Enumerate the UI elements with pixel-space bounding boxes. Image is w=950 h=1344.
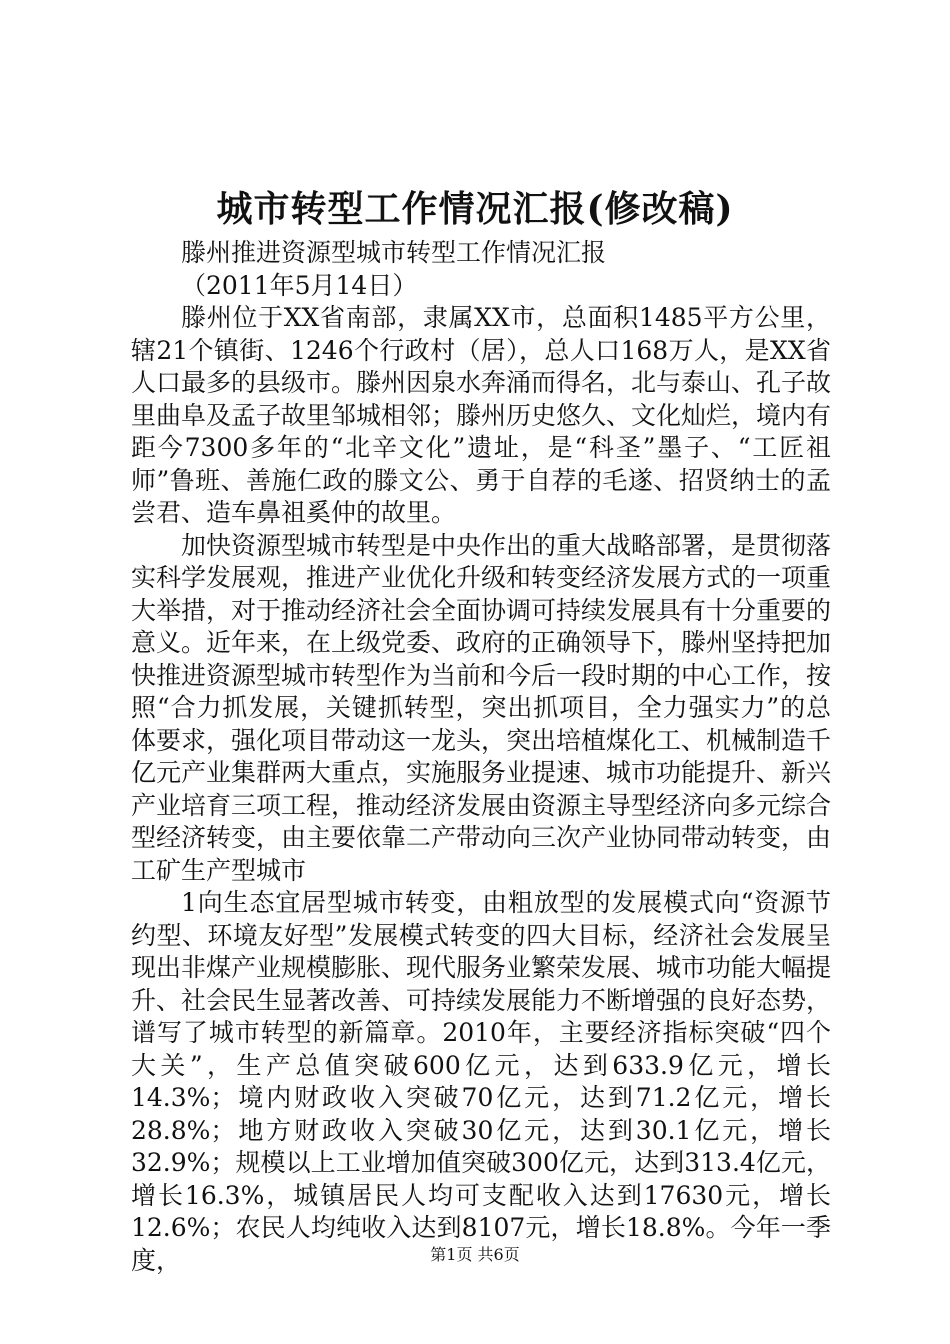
document-body [131,237,831,1277]
document-title: 城市转型工作情况汇报(修改稿) [216,188,734,230]
document-date: （2011年5月14日） [181,270,418,300]
page-footer: 第1页 共6页 [430,1245,520,1264]
paragraph: 1向生态宜居型城市转变，由粗放型的发展模式向“资源节约型、环境友好型”发展模式转变的四大目标，经济社会发展呈现出非煤产业规模膨胀、现代服务业繁荣发展、城市功能大幅提升、社会民生显著改善、可持续发展能力不断增强的良好态势，谱写了城市转型的新篇章。2010年，主要经济指标突破“四个大关”，生产总值突破600亿元，达到633.9亿元，增长14.3%；境内财政收入突破70亿元，达到71.2亿元，增长28.8%；地方财政收入突破30亿元，达到30.1亿元，增长32.9%；规模以上工业增加值突破300亿元，达到313.4亿元，增长16.3%，城镇居民人均可支配收入达到17630元，增长12.6%；农民人均纯收入达到8107元，增长18.8%。今年一季度， [131,888,832,1275]
paragraph: 加快资源型城市转型是中央作出的重大战略部署，是贯彻落实科学发展观，推进产业优化升级和转变经济发展方式的一项重大举措，对于推动经济社会全面协调可持续发展具有十分重要的意义。近年来，在上级党委、政府的正确领导下，滕州坚持把加快推进资源型城市转型作为当前和今后一段时期的中心工作，按照“合力抓发展，关键抓转型，突出抓项目，全力强实力”的总体要求，强化项目带动这一龙头，突出培植煤化工、机械制造千亿元产业集群两大重点，实施服务业提速、城市功能提升、新兴产业培育三项工程，推动经济发展由资源主导型经济向多元综合型经济转变，由主要依靠二产带动向三次产业协同带动转变，由工矿生产型城市 [131,530,832,885]
document-subtitle: 滕州推进资源型城市转型工作情况汇报 [181,238,607,267]
paragraph: 滕州位于XX省南部，隶属XX市，总面积1485平方公里，辖21个镇街、1246个行政村（居），总人口168万人，是XX省人口最多的县级市。滕州因泉水奔涌而得名，北与泰山、孔子故里曲阜及孟子故里邹城相邻；滕州历史悠久、文化灿烂，境内有距今7300多年的“北辛文化”遗址，是“科圣”墨子、“工匠祖师”鲁班、善施仁政的滕文公、勇于自荐的毛遂、招贤纳士的孟尝君、造车鼻祖奚仲的故里。 [131,303,832,527]
